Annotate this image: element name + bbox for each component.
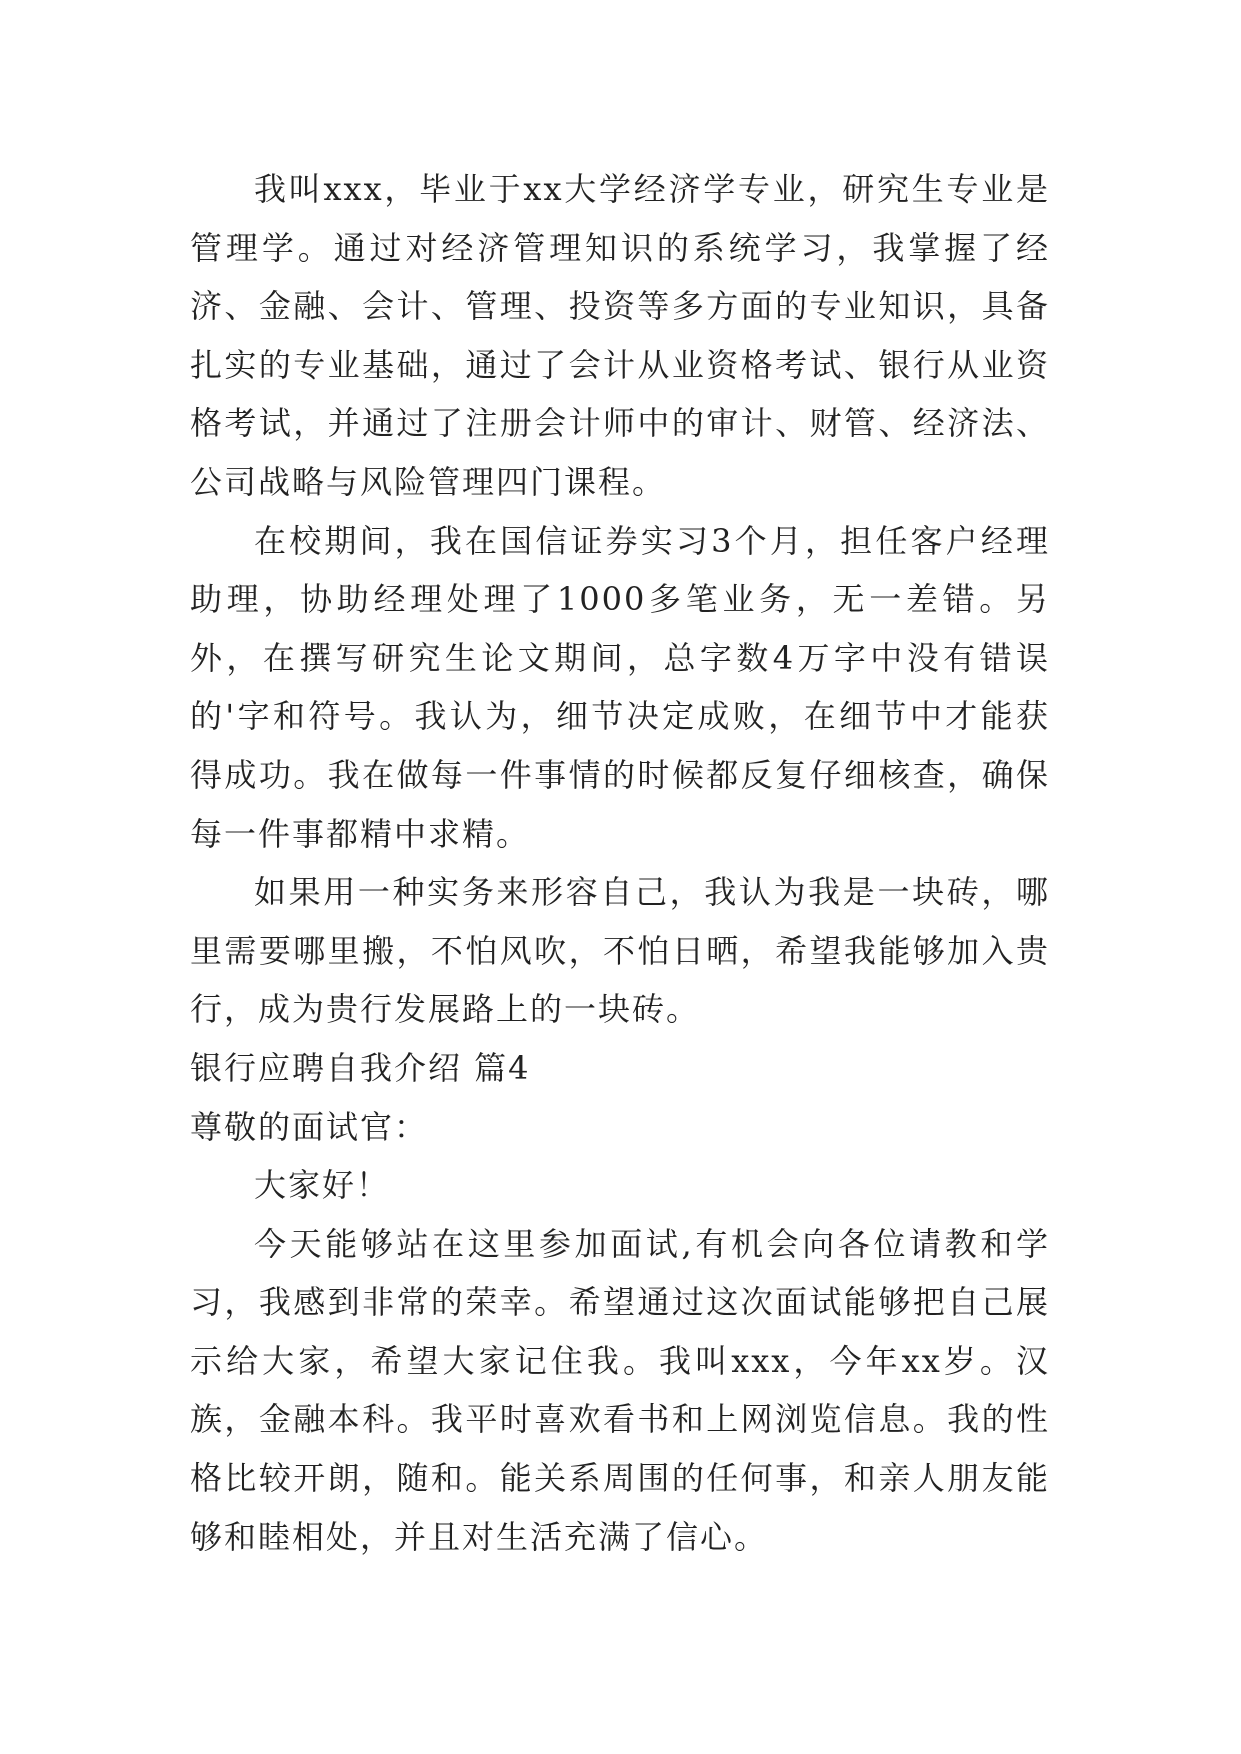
paragraph-internship: 在校期间，我在国信证券实习3个月，担任客户经理助理，协助经理处理了1000多笔业务，无一差错。另外，在撰写研究生论文期间，总字数4万字中没有错误的'字和符号。我认为，细节决定成败，在细节中才能获得成功。我在做每一件事情的时候都反复仔细核查，确保每一件事都精中求精。 [190,521,1050,853]
section-heading: 银行应聘自我介绍 篇4 [190,1048,531,1087]
salutation: 尊敬的面试官： [190,1107,429,1146]
paragraph-education: 我叫xxx，毕业于xx大学经济学专业，研究生专业是管理学。通过对经济管理知识的系统学习，我掌握了经济、金融、会计、管理、投资等多方面的专业知识，具备扎实的专业基础，通过了会计从业资格考试、银行从业资格考试，并通过了注册会计师中的审计、财管、经济法、公司战略与风险管理四门课程。 [190,170,1050,501]
paragraph-brick-metaphor: 如果用一种实务来形容自己，我认为我是一块砖，哪里需要哪里搬，不怕风吹，不怕日晒，希望我能够加入贵行，成为贵行发展路上的一块砖。 [190,873,1050,1029]
document-body [190,160,1050,1566]
greeting: 大家好！ [254,1166,391,1205]
paragraph-introduction: 今天能够站在这里参加面试,有机会向各位请教和学习，我感到非常的荣幸。希望通过这次面试能够把自己展示给大家，希望大家记住我。我叫xxx，今年xx岁。汉族，金融本科。我平时喜欢看书和上网浏览信息。我的性格比较开朗，随和。能关系周围的任何事，和亲人朋友能够和睦相处，并且对生活充满了信心。 [190,1224,1050,1556]
